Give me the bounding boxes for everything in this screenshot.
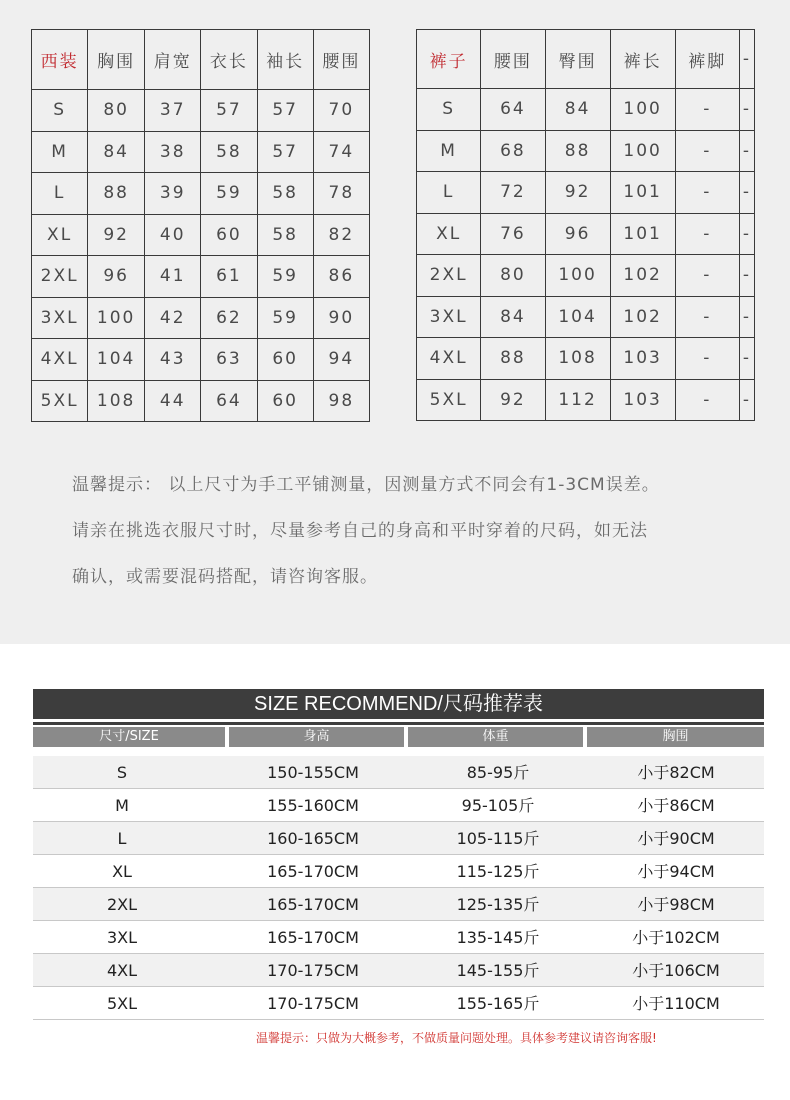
table-cell: 88 <box>545 130 610 172</box>
table-cell: 60 <box>201 214 257 256</box>
table-cell: 100 <box>610 89 675 131</box>
table-cell: 125-135斤 <box>456 895 540 914</box>
table-cell: 41 <box>145 256 201 298</box>
table-cell: S <box>32 90 88 132</box>
measurement-notes <box>72 462 762 600</box>
table-cell: 57 <box>201 90 257 132</box>
table-cell: 37 <box>145 90 201 132</box>
table-row <box>417 172 755 214</box>
table-cell: 58 <box>257 173 313 215</box>
table-cell: 115-125斤 <box>456 862 540 881</box>
table-cell: - <box>739 172 754 214</box>
table-cell: 42 <box>145 297 201 339</box>
table-cell: 小于110CM <box>632 994 720 1013</box>
table-cell: 3XL <box>417 296 481 338</box>
table-cell: 59 <box>257 297 313 339</box>
table-cell: 165-170CM <box>267 928 359 947</box>
table-cell: 95-105斤 <box>461 796 535 815</box>
table-cell: 145-155斤 <box>456 961 540 980</box>
table-cell: 61 <box>201 256 257 298</box>
table-cell: - <box>675 213 739 255</box>
table-cell: - <box>739 255 754 297</box>
suit-size-table <box>31 29 370 422</box>
table-header-cell: 臀围 <box>545 30 610 89</box>
recommend-header-chest: 胸围 <box>587 727 764 747</box>
table-cell: 小于86CM <box>637 796 715 815</box>
table-cell: 112 <box>545 379 610 421</box>
table-cell: 155-165斤 <box>456 994 540 1013</box>
table-row <box>33 954 764 987</box>
table-cell: 104 <box>545 296 610 338</box>
disclaimer-note: 温馨提示：只做为大概参考，不做质量问题处理。具体参考建议请咨询客服! <box>256 1031 657 1045</box>
table-cell: 2XL <box>106 895 138 914</box>
table-cell: 60 <box>257 339 313 381</box>
table-cell: 小于82CM <box>637 763 715 782</box>
table-header-cell: 袖长 <box>257 30 313 90</box>
table-cell: XL <box>32 214 88 256</box>
table-cell: 4XL <box>106 961 138 980</box>
table-cell: 80 <box>481 255 545 297</box>
table-row <box>32 131 370 173</box>
table-cell: 96 <box>545 213 610 255</box>
table-cell: 2XL <box>417 255 481 297</box>
table-cell: XL <box>112 862 132 881</box>
table-cell: 170-175CM <box>267 994 359 1013</box>
table-cell: 小于90CM <box>637 829 715 848</box>
table-cell: 86 <box>313 256 369 298</box>
table-cell: 150-155CM <box>267 763 359 782</box>
table-header-cell: 衣长 <box>201 30 257 90</box>
table-row <box>33 987 764 1020</box>
table-cell: 88 <box>88 173 145 215</box>
table-header-row <box>417 30 755 89</box>
table-row <box>32 214 370 256</box>
table-cell: 82 <box>313 214 369 256</box>
table-cell: 57 <box>257 131 313 173</box>
table-cell: 78 <box>313 173 369 215</box>
divider <box>33 722 764 725</box>
table-cell: 102 <box>610 255 675 297</box>
table-cell: 小于98CM <box>637 895 715 914</box>
table-cell: 40 <box>145 214 201 256</box>
table-cell: 85-95斤 <box>466 763 530 782</box>
table-cell: 58 <box>257 214 313 256</box>
table-cell: 92 <box>88 214 145 256</box>
table-row <box>417 213 755 255</box>
table-cell: 76 <box>481 213 545 255</box>
table-header-cell: 裤长 <box>610 30 675 89</box>
table-cell: - <box>675 89 739 131</box>
table-cell: 64 <box>201 380 257 422</box>
table-cell: 68 <box>481 130 545 172</box>
table-cell: 98 <box>313 380 369 422</box>
table-row <box>33 822 764 855</box>
table-header-cell: - <box>739 30 754 89</box>
table-cell: 165-170CM <box>267 862 359 881</box>
table-cell: 103 <box>610 338 675 380</box>
table-cell: S <box>116 763 128 782</box>
table-cell: S <box>417 89 481 131</box>
size-recommend-title: SIZE RECOMMEND/尺码推荐表 <box>33 689 764 719</box>
table-cell: 102 <box>610 296 675 338</box>
recommend-header-height: 身高 <box>229 727 404 747</box>
table-cell: 39 <box>145 173 201 215</box>
table-row <box>33 789 764 822</box>
table-cell: 84 <box>481 296 545 338</box>
table-cell: - <box>675 338 739 380</box>
table-cell: 63 <box>201 339 257 381</box>
table-cell: 小于106CM <box>632 961 720 980</box>
table-cell: 92 <box>481 379 545 421</box>
table-cell: 90 <box>313 297 369 339</box>
table-cell: - <box>739 89 754 131</box>
table-header-cell: 腰围 <box>313 30 369 90</box>
table-cell: 72 <box>481 172 545 214</box>
table-cell: M <box>32 131 88 173</box>
table-cell: 4XL <box>417 338 481 380</box>
table-cell: 155-160CM <box>267 796 359 815</box>
table-cell: 108 <box>545 338 610 380</box>
table-row <box>33 756 764 789</box>
table-cell: - <box>675 379 739 421</box>
table-cell: 104 <box>88 339 145 381</box>
table-row <box>417 296 755 338</box>
recommend-header-weight: 体重 <box>408 727 583 747</box>
table-cell: 92 <box>545 172 610 214</box>
table-cell: 101 <box>610 172 675 214</box>
table-row <box>417 130 755 172</box>
table-cell: 88 <box>481 338 545 380</box>
table-header-cell: 西装 <box>32 30 88 90</box>
table-cell: - <box>739 130 754 172</box>
table-cell: 70 <box>313 90 369 132</box>
table-cell: L <box>117 829 127 848</box>
table-header-cell: 肩宽 <box>145 30 201 90</box>
note-line: 确认，或需要混码搭配，请咨询客服。 <box>72 567 378 587</box>
table-cell: 58 <box>201 131 257 173</box>
table-cell: 100 <box>545 255 610 297</box>
table-cell: - <box>739 338 754 380</box>
table-cell: 64 <box>481 89 545 131</box>
table-cell: 57 <box>257 90 313 132</box>
table-row <box>32 90 370 132</box>
table-cell: 3XL <box>106 928 138 947</box>
recommend-header-size: 尺寸/SIZE <box>33 727 225 747</box>
table-cell: 84 <box>88 131 145 173</box>
table-cell: 74 <box>313 131 369 173</box>
table-cell: 60 <box>257 380 313 422</box>
table-row <box>33 921 764 954</box>
table-cell: 108 <box>88 380 145 422</box>
table-cell: 101 <box>610 213 675 255</box>
table-cell: - <box>675 255 739 297</box>
table-cell: 165-170CM <box>267 895 359 914</box>
table-cell: 44 <box>145 380 201 422</box>
table-cell: 43 <box>145 339 201 381</box>
table-cell: L <box>32 173 88 215</box>
note-line: 温馨提示： 以上尺寸为手工平铺测量，因测量方式不同会有1-3CM误差。 <box>72 475 660 495</box>
table-cell: - <box>675 296 739 338</box>
table-cell: XL <box>417 213 481 255</box>
table-row <box>32 297 370 339</box>
table-row <box>33 888 764 921</box>
table-cell: M <box>115 796 129 815</box>
pants-size-table <box>416 29 755 421</box>
table-cell: - <box>739 379 754 421</box>
table-row <box>32 339 370 381</box>
table-row <box>417 255 755 297</box>
table-cell: L <box>417 172 481 214</box>
table-cell: 105-115斤 <box>456 829 540 848</box>
table-row <box>417 89 755 131</box>
table-header-cell: 裤脚 <box>675 30 739 89</box>
table-cell: 2XL <box>32 256 88 298</box>
table-cell: 3XL <box>32 297 88 339</box>
table-cell: 96 <box>88 256 145 298</box>
table-cell: 5XL <box>32 380 88 422</box>
table-header-cell: 胸围 <box>88 30 145 90</box>
table-cell: 100 <box>610 130 675 172</box>
table-cell: 小于94CM <box>637 862 715 881</box>
table-cell: 4XL <box>32 339 88 381</box>
table-cell: 62 <box>201 297 257 339</box>
table-cell: 80 <box>88 90 145 132</box>
table-cell: 84 <box>545 89 610 131</box>
table-cell: 38 <box>145 131 201 173</box>
table-row <box>33 855 764 888</box>
table-cell: 160-165CM <box>267 829 359 848</box>
table-header-cell: 腰围 <box>481 30 545 89</box>
table-cell: M <box>417 130 481 172</box>
table-cell: - <box>675 130 739 172</box>
table-cell: 94 <box>313 339 369 381</box>
table-header-row <box>32 30 370 90</box>
table-row <box>32 173 370 215</box>
table-row <box>417 338 755 380</box>
table-cell: 59 <box>201 173 257 215</box>
table-cell: 170-175CM <box>267 961 359 980</box>
table-cell: - <box>675 172 739 214</box>
table-row <box>32 380 370 422</box>
table-row <box>32 256 370 298</box>
table-cell: - <box>739 213 754 255</box>
table-cell: 5XL <box>417 379 481 421</box>
note-line: 请亲在挑选衣服尺寸时，尽量参考自己的身高和平时穿着的尺码，如无法 <box>72 521 648 541</box>
table-cell: 5XL <box>106 994 138 1013</box>
table-cell: 小于102CM <box>632 928 720 947</box>
table-cell: 103 <box>610 379 675 421</box>
table-cell: 59 <box>257 256 313 298</box>
table-cell: - <box>739 296 754 338</box>
table-header-cell: 裤子 <box>417 30 481 89</box>
table-cell: 135-145斤 <box>456 928 540 947</box>
table-cell: 100 <box>88 297 145 339</box>
table-row <box>417 379 755 421</box>
